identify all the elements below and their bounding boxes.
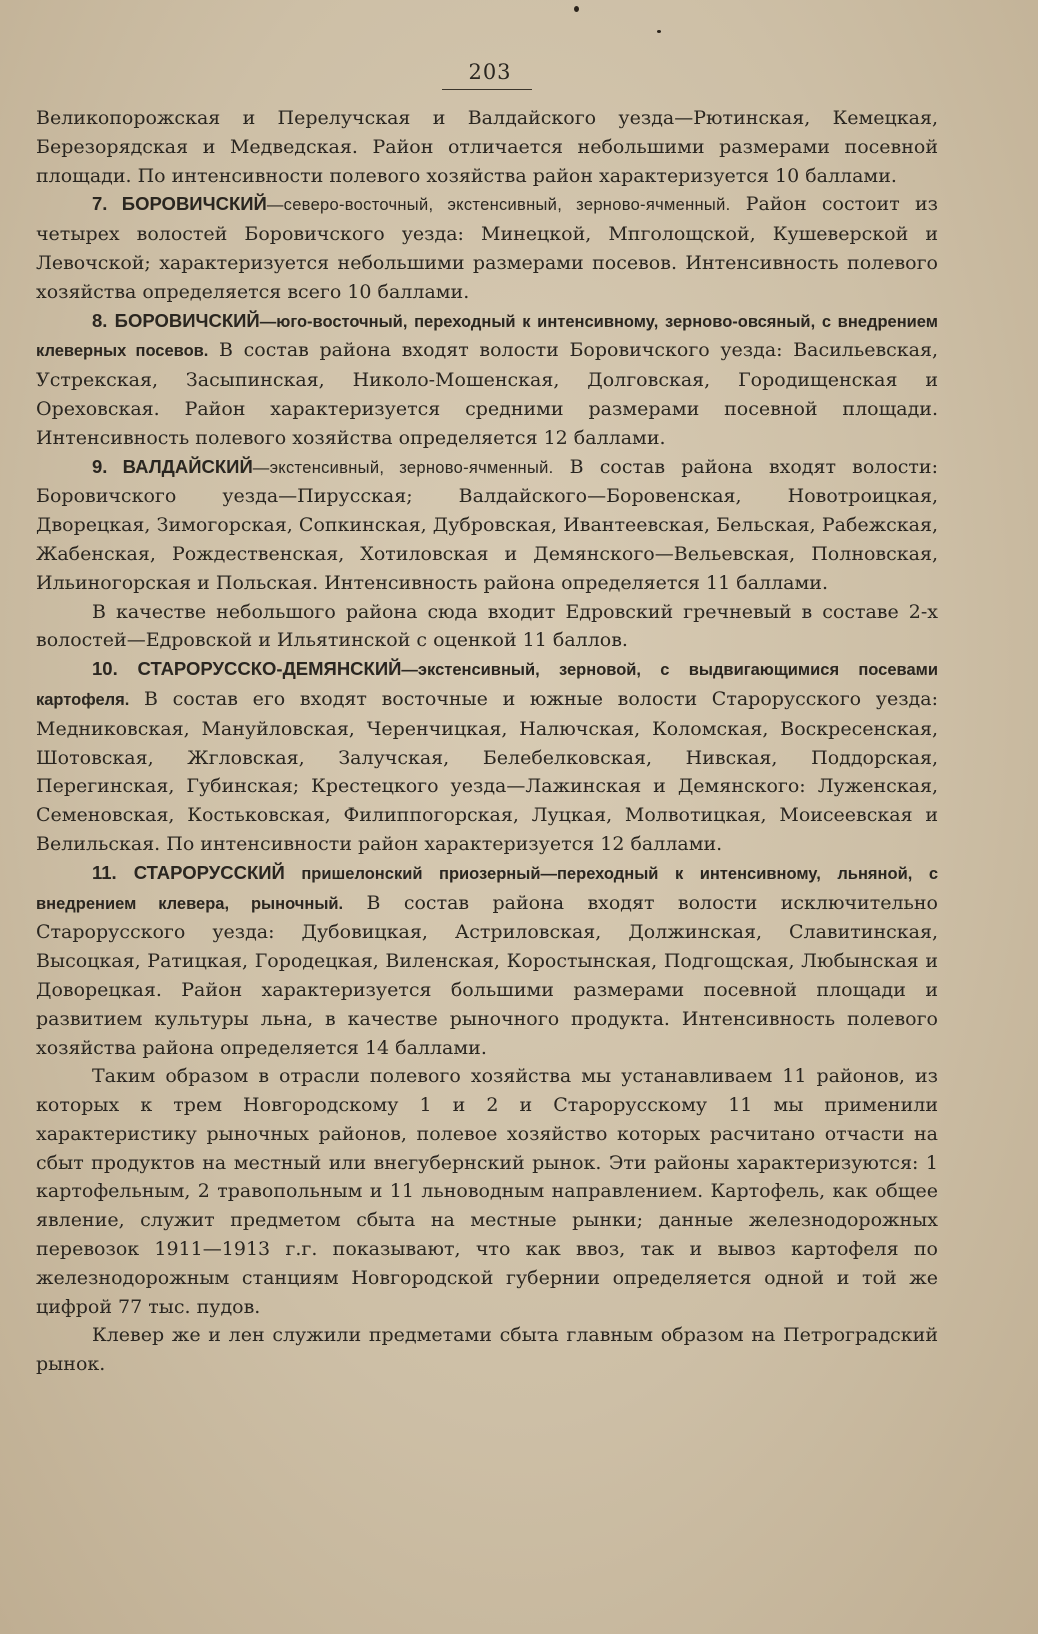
district-heading: 8. БОРОВИЧСКИЙ bbox=[92, 309, 260, 331]
ink-speck bbox=[574, 6, 579, 12]
district-heading: 7. БОРОВИЧСКИЙ bbox=[92, 193, 267, 215]
district-subhead: —экстенсивный, зерново-ячменный. bbox=[252, 458, 554, 477]
district-subhead: —экстенсивный, зерновой, с выдвигающимися посевами картофеля. bbox=[36, 661, 938, 709]
paragraph-edrovsky bbox=[36, 598, 938, 656]
paragraph-intro bbox=[36, 104, 938, 190]
paragraph-text: В состав района входят волости исключительно Старорусского уезда: Дубовицкая, Астриловская, Должинская, Славитинская, Высоцкая, Ратицкая, Городецкая, Виленская, Коростынская, Подгощская, Любынская и Доворецкая. Район характеризуется большими размерами посевной площади и развитием культуры льна, в качестве рыночного продукта. Интенсивность полевого хозяйства района определяется 14 баллами. bbox=[36, 891, 938, 1059]
paragraph-text: Великопорожская и Перелучская и Валдайского уезда—Рютинская, Кемецкая, Березорядская и Медведская. Район отличается небольшими размерами посевной площади. По интенсивности полевого хозяйства район характеризуется 10 баллами. bbox=[36, 107, 938, 187]
district-heading: 10. СТАРОРУССКО-ДЕМЯНСКИЙ bbox=[92, 658, 402, 680]
paragraph-summary bbox=[36, 1062, 938, 1321]
paragraph-district-10 bbox=[36, 655, 938, 859]
paragraph-text: Район состоит из четырех волостей Боровичского уезда: Минецкой, Мпголощской, Кушеверской и Левочской; характеризуется небольшими размерами посевов. Интенсивность полевого хозяйства определяется всего 10 баллами. bbox=[36, 193, 938, 303]
paragraph-text: Клевер же и лен служили предметами сбыта главным образом на Петроградский рынок. bbox=[36, 1324, 938, 1376]
paragraph-conclusion bbox=[36, 1321, 938, 1379]
paragraph-district-11 bbox=[36, 859, 938, 1063]
page-number: 203 bbox=[468, 60, 512, 84]
page-number-rule bbox=[442, 89, 532, 90]
district-subhead: пришелонский приозерный—переходный к интенсивному, льняной, с внедрением клевера, рыночный. bbox=[36, 864, 938, 913]
district-heading: 11. СТАРОРУССКИЙ bbox=[92, 861, 285, 883]
paragraph-district-7 bbox=[36, 190, 938, 306]
main-text bbox=[36, 104, 938, 1379]
paragraph-district-9 bbox=[36, 453, 938, 598]
district-subhead: —северо-восточный, экстенсивный, зерново-ячменный. bbox=[266, 196, 731, 215]
paragraph-text: В состав района входят волости: Боровичского уезда—Пирусская; Валдайского—Боровенская, Новотроицкая, Дворецкая, Зимогорская, Сопкинская, Дубровская, Ивантеевская, Бельская, Рабежская, Жабенская, Рождественская, Хотиловская и Демянского—Вельевская, Полновская, Ильиногорская и Польская. Интенсивность района определяется 11 баллами. bbox=[36, 455, 938, 594]
paragraph-text: В состав его входят восточные и южные волости Старорусского уезда: Медниковская, Мануйловская, Черенчицкая, Налючская, Коломская, Воскресенская, Шотовская, Жгловская, Залучская, Белебелковская, Нивская, Поддорская, Перегинская, Губинская; Крестецкого уезда—Лажинская и Демянского: Луженская, Семеновская, Костьковская, Филиппогорская, Луцкая, Молвотицкая, Моисеевская и Велильская. По интенсивности район характеризуется 12 баллами. bbox=[36, 687, 938, 855]
paragraph-district-8 bbox=[36, 307, 938, 453]
district-heading: 9. ВАЛДАЙСКИЙ bbox=[92, 455, 253, 477]
paragraph-text: В состав района входят волости Боровичского уезда: Васильевская, Устрекская, Засыпинская, Николо-Мошенская, Долговская, Городищенская и Ореховская. Район характеризуется средними размерами посевной площади. Интенсивность полевого хозяйства определяется 12 баллами. bbox=[36, 339, 939, 449]
district-subhead: —юго-восточный, переходный к интенсивному, зерново-овсяный, с внедрением клеверных посевов. bbox=[36, 312, 938, 361]
paragraph-text: В качестве небольшого района сюда входит Едровский гречневый в составе 2-х волостей—Едровской и Ильятинской с оценкой 11 баллов. bbox=[36, 600, 938, 652]
paragraph-text: Таким образом в отрасли полевого хозяйства мы устанавливаем 11 районов, из которых к трем Новгородскому 1 и 2 и Старорусскому 11 мы применили характеристику рыночных районов, полевое хозяйство которых расчитано отчасти на сбыт продуктов на местный или внегубернский рынок. Эти районы характеризуются: 1 картофельным, 2 травопольным и 11 льноводным направлением. Картофель, как общее явление, служит предметом сбыта на местные рынки; данные железнодорожных перевозок 1911—1913 г.г. показывают, что как ввоз, так и вывоз картофеля по железнодорожным станциям Новгородской губернии определяется одной и той же цифрой 77 тыс. пудов. bbox=[36, 1065, 938, 1318]
ink-speck bbox=[657, 30, 661, 33]
